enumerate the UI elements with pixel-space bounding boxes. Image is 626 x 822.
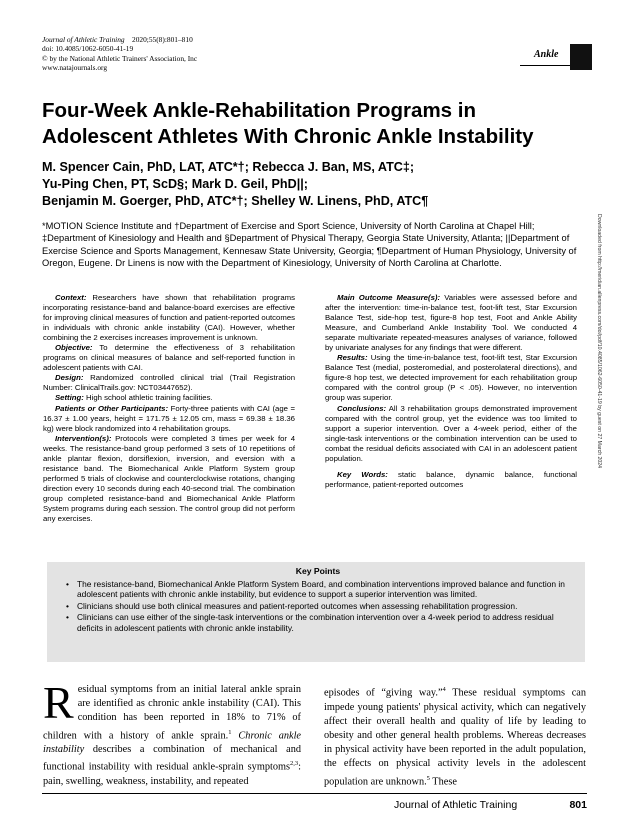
abstract-conclusions	[325, 404, 577, 464]
key-point-item	[66, 600, 575, 612]
bullet-icon: •	[66, 600, 69, 611]
footer-journal-name: Journal of Athletic Training	[394, 799, 518, 811]
conclusions-label: Conclusions:	[337, 403, 387, 413]
section-tag-block	[570, 44, 592, 70]
interventions-label: Intervention(s):	[55, 433, 112, 443]
author-line-1: M. Spencer Cain, PhD, LAT, ATC*†; Rebecca J. Ban, MS, ATC‡;	[42, 160, 415, 174]
author-list	[42, 159, 582, 210]
patients-text: Forty-three patients with CAI (age = 16.37 ± 1.00 years, height = 171.75 ± 12.05 cm, mass = 69.38 ± 18.36 kg) were block randomized into 4 rehabilitation groups.	[43, 403, 295, 433]
term-chronic-ankle-instability: Chronic ankle instability	[43, 730, 301, 756]
results-text: Using the time-in-balance test, foot-lift test, Star Excursion Balance Test (medial, posteromedial, and posterolateral directions), and figure-8 hop test, we detected improvement for each rehabilitation group compared with the control group (P < .05). However, no intervention group was superior.	[325, 353, 577, 403]
abstract-objective	[43, 343, 295, 373]
doi: doi: 10.4085/1062-6050-41-19	[42, 44, 134, 54]
key-point-item	[66, 578, 575, 600]
key-point-item	[66, 612, 575, 633]
abstract-column-right	[325, 293, 577, 490]
citation-ref: 5	[426, 774, 430, 782]
journal-citation-line	[42, 35, 342, 44]
bullet-icon: •	[66, 612, 69, 622]
body-text: These	[429, 776, 457, 788]
article-title	[42, 98, 582, 149]
citation-ref: 4	[442, 686, 446, 693]
title-line-1: Four-Week Ankle-Rehabilitation Programs in	[42, 99, 476, 122]
outcome-label: Main Outcome Measure(s):	[337, 293, 441, 302]
abstract-patients	[43, 404, 295, 434]
section-tag: Ankle	[520, 44, 580, 66]
bullet-icon: •	[66, 578, 69, 589]
results-label: Results:	[337, 353, 368, 363]
key-points-list	[61, 579, 575, 634]
body-text: episodes of “giving way.”	[324, 687, 443, 699]
journal-website: www.natajournals.org	[42, 63, 108, 73]
body-column-right	[324, 683, 586, 789]
body-text: : pain, swelling, weakness, instability, and repeated	[43, 761, 301, 788]
abstract-outcome	[325, 293, 577, 353]
outcome-text: Variables were assessed before and after the intervention: time-in-balance test, foot-lift test, Star Excursion Balance Test, side-hop test, figure-8 hop test, Foot and Ankle Ability Measure, and Cumberland Ankle Instability Tool. We conducted 4 separate multivariate repeated-measures analyses of variance, followed by univariate analyses for any findings that were different.	[325, 293, 577, 353]
abstract-design	[43, 373, 295, 393]
interventions-text: Protocols were completed 3 times per week for 4 weeks. The resistance-band group performed 3 sets of 10 repetitions of ankle plantar flexion, dorsiflexion, inversion, and eversion with a resistance band. The Biomechanical Ankle Platform System group performed 5 trials of clockwise and counterclockwise rotations, changing direction every 10 seconds during each 40-second trial. The combination group completed resistance-band and Biomechanical Ankle Platform System programs during each session. The control group did not perform any exercises.	[43, 433, 296, 524]
abstract-setting	[43, 393, 295, 403]
key-point-text: Clinicians should use both clinical measures and patient-reported outcomes when assessing rehabilitation progression.	[77, 600, 518, 611]
key-point-text: The resistance-band, Biomechanical Ankle Platform System Board, and combination interventions improved balance and function in adolescent patients with chronic ankle instability, but evidence to support a superior intervention was limited.	[77, 578, 565, 599]
footer-rule	[42, 793, 587, 794]
objective-text: To determine the effectiveness of 3 rehabilitation programs on clinical measures of balance and self-reported function in adolescent patients with CAI.	[43, 343, 295, 373]
keywords-text: static balance, dynamic balance, functional performance, patient-reported outcomes	[325, 469, 578, 489]
body-column-left	[43, 677, 301, 789]
key-points-title: Key Points	[295, 566, 341, 576]
setting-label: Setting:	[55, 393, 84, 403]
conclusions-text: All 3 rehabilitation groups demonstrated improvement compared with the control group, yet the evidence was too limited to support a superior intervention. Over a 4-week period, either of the single-task interventions or the combination intervention can be used to combat the residual deficits associated with CAI in an adolescent patient population.	[325, 403, 577, 463]
citation-ref: 2,3	[290, 760, 299, 768]
author-line-3: Benjamin M. Goerger, PhD, ATC*†; Shelley W. Linens, PhD, ATC¶	[42, 194, 429, 208]
context-text: Researchers have shown that rehabilitation programs incorporating resistance-band and balance-board exercises are effective for improving clinical measures of function and patient-reported outcomes in individuals with chronic ankle instability (CAI). However, whether combining the 2 exercises increases improvement is unknown.	[43, 293, 296, 343]
patients-label: Patients or Other Participants:	[55, 403, 169, 413]
page-number: 801	[569, 799, 587, 811]
author-line-2: Yu-Ping Chen, PT, ScD§; Mark D. Geil, PhD||;	[42, 177, 308, 191]
affiliations: *MOTION Science Institute and †Department of Exercise and Sport Science, University of North Carolina at Chapel Hill; ‡Department of Kinesiology and Health and §Department of Physical Therapy, Georgia State University, Atlanta; ||Department of Exercise Science and Sports Management, Kennesaw State University, Georgia; ¶Department of Human Physiology, University of Oregon, Eugene. Dr Linens is now with the Department of Kinesiology, University of North Carolina at Charlotte.	[42, 221, 577, 268]
body-text: These residual symptoms can impede young patients' physical activity, which can negatively affect their overall health and quality of life by leading to obesity and other general health problems. Whereas decreases in physical activity have been reported in the adult population, the effects on physical activity levels in the adolescent population are unknown.	[324, 687, 586, 788]
body-text: describes a combination of mechanical and functional instability with residual ankle-sprain symptoms	[43, 744, 301, 773]
abstract-results	[325, 353, 577, 403]
journal-citation: 2020;55(8):801–810	[132, 35, 193, 44]
design-label: Design:	[55, 373, 84, 383]
abstract-column-left	[43, 293, 295, 524]
key-point-text: Clinicians can use either of the single-task interventions or the combination intervention over a 4-week period to address residual deficits in adolescent patients with chronic ankle instability.	[77, 612, 554, 633]
context-label: Context:	[55, 293, 87, 302]
abstract-interventions	[43, 434, 295, 524]
citation-ref: 1	[228, 728, 232, 736]
setting-text: High school athletic training facilities.	[86, 393, 213, 403]
journal-header	[42, 35, 342, 73]
abstract-keywords	[325, 470, 577, 490]
copyright: © by the National Athletic Trainers' Association, Inc	[42, 53, 198, 63]
title-line-2: Adolescent Athletes With Chronic Ankle Instability	[42, 124, 534, 148]
download-note: Downloaded from http://meridian.allenpress.com/doi/pdf/10.4085/1062-6050-41-19 by guest on 27 March 2024	[596, 214, 602, 469]
drop-cap: R	[43, 677, 74, 728]
journal-name: Journal of Athletic Training	[42, 35, 125, 44]
objective-label: Objective:	[55, 343, 93, 353]
keywords-label: Key Words:	[337, 469, 388, 479]
abstract-context	[43, 293, 295, 343]
key-points-box	[47, 562, 585, 662]
design-text: Randomized controlled clinical trial (Trail Registration Number: ClinicalTrails.gov: NCT03447652).	[43, 373, 295, 393]
body-text: esidual symptoms from an initial lateral ankle sprain are identified as chronic ankle instability (CAI). This condition has been reported in 18% to 71% of children with a history of ankle sprain.	[43, 684, 301, 742]
